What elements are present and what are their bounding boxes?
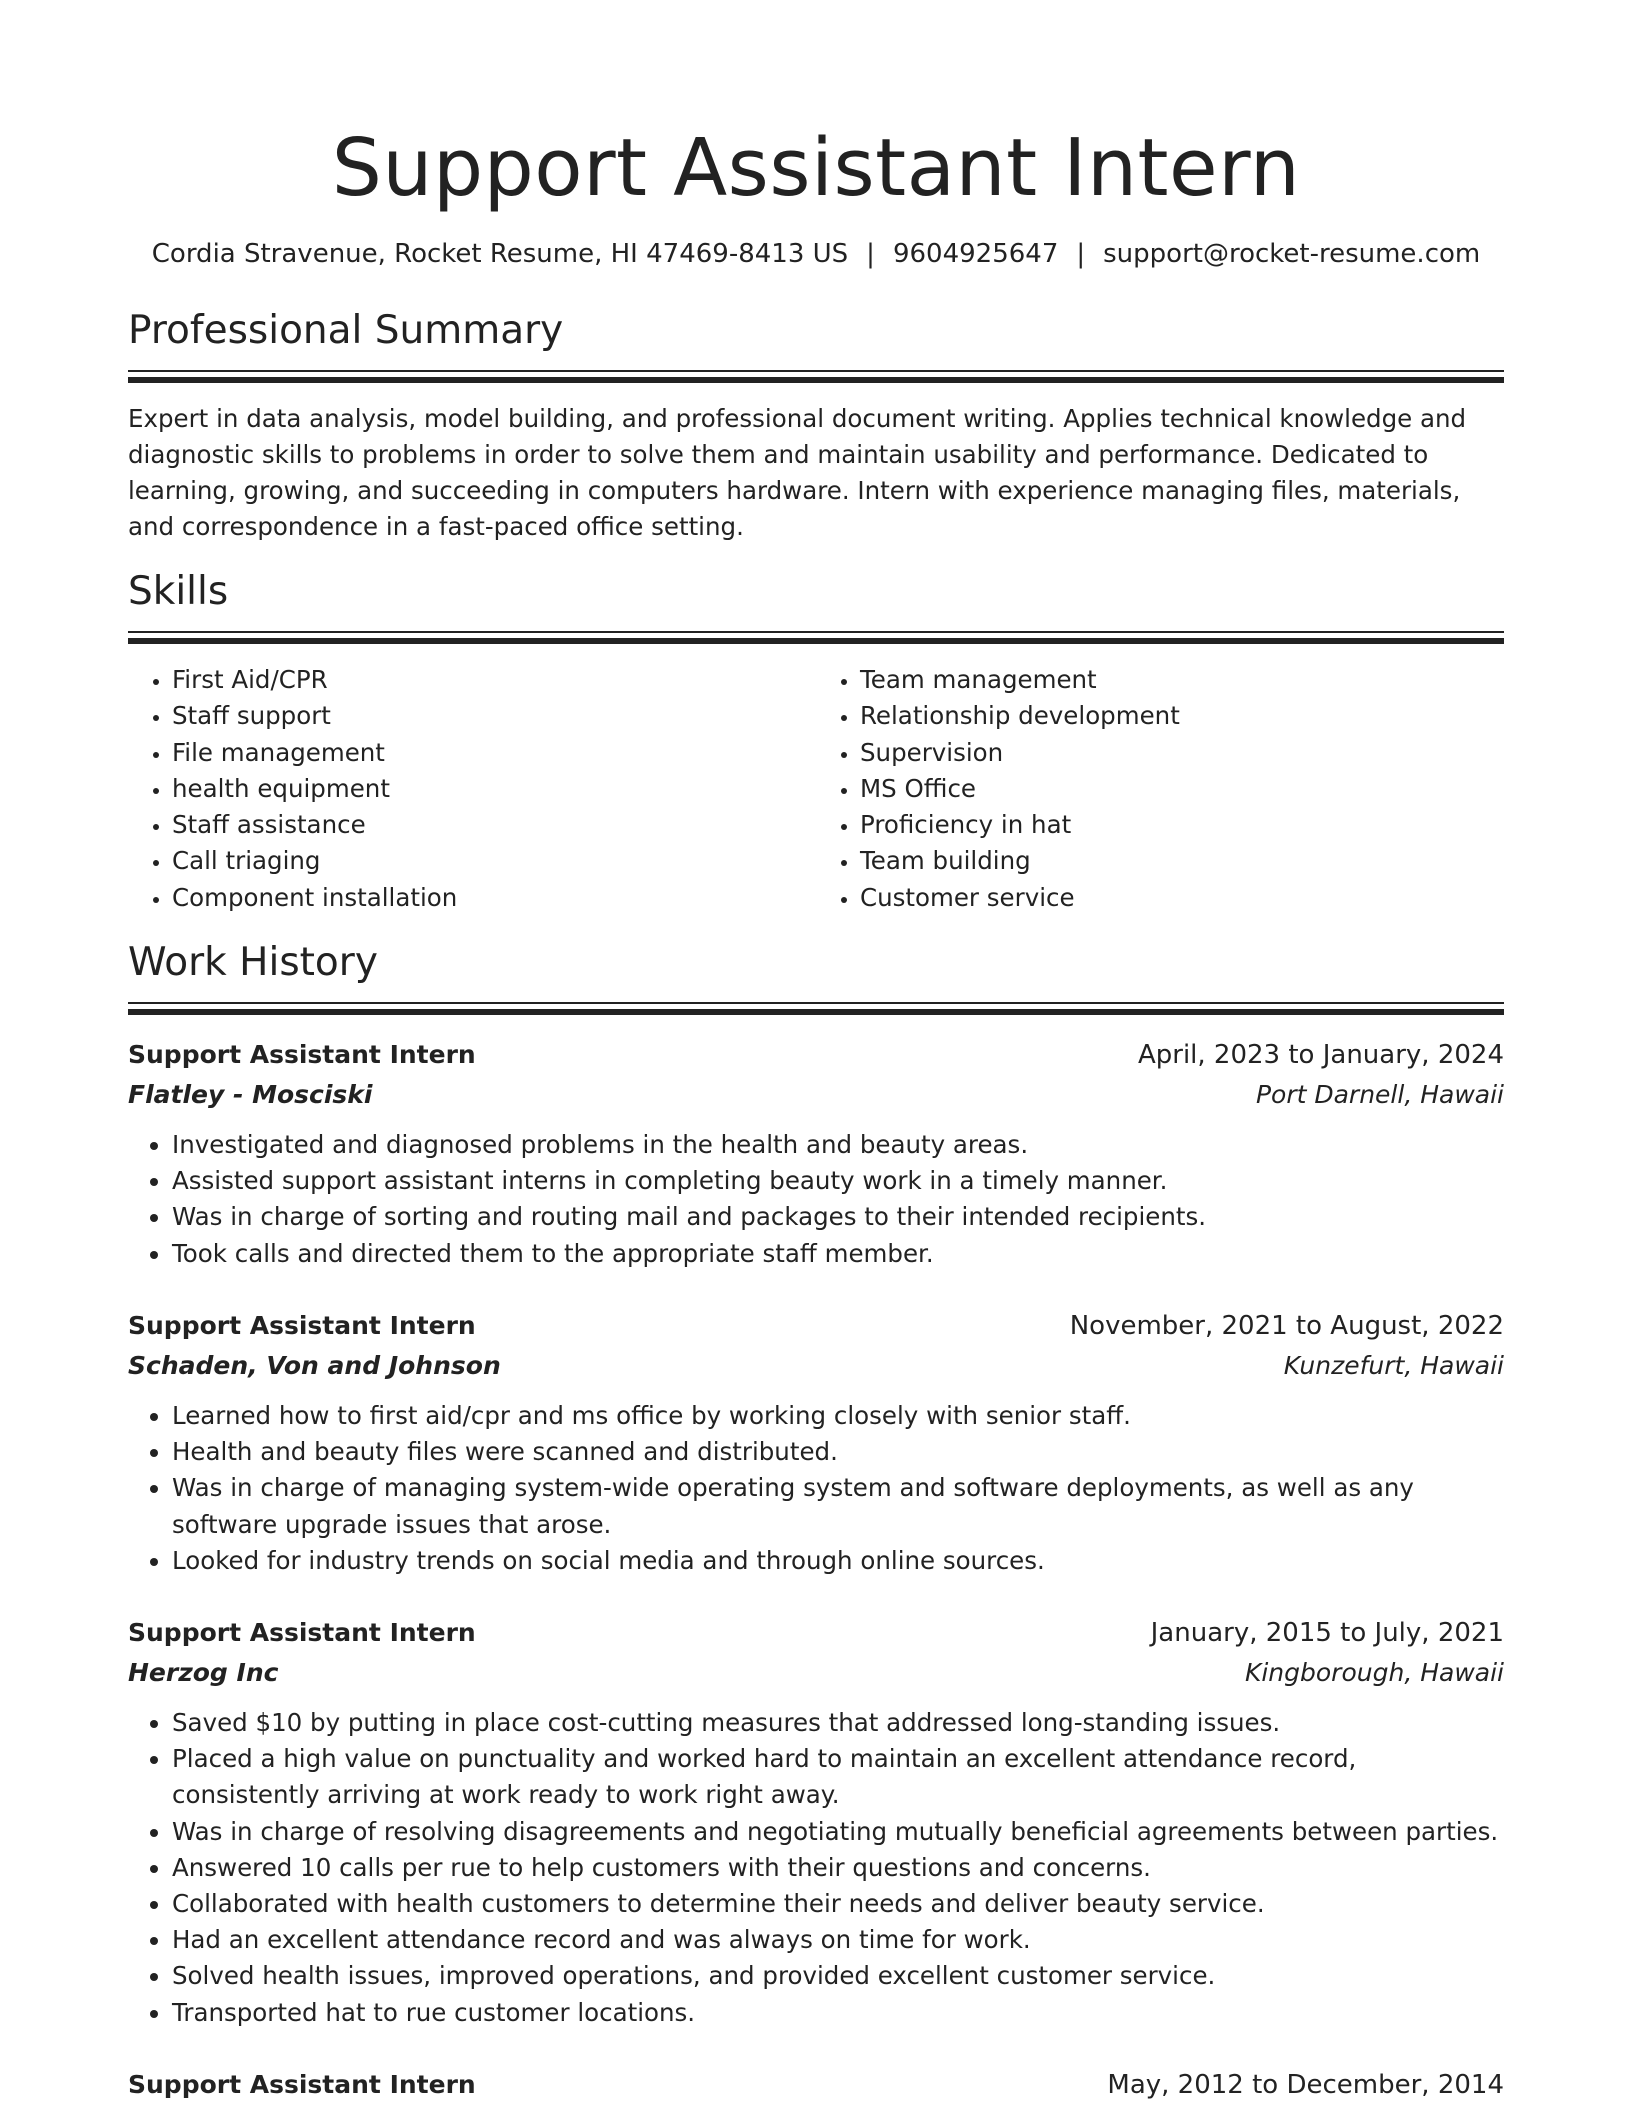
skill-item: • Component installation (172, 880, 816, 916)
job-header (128, 1613, 1504, 1653)
skill-item: • Customer service (860, 880, 1504, 916)
job-dates: November, 2021 to August, 2022 (1069, 1310, 1504, 1341)
skills-columns (128, 662, 1504, 916)
job-bullet: • Looked for industry trends on social media and through online sources. (172, 1543, 1504, 1579)
summary-text: Expert in data analysis, model building, and professional document writing. Applies technical knowledge and diagnostic skills to problems in order to solve them and maintain usability and performance. Dedicated to learning, growing, and succeeding in computers hardware. Intern with experience managing files, materials, and correspondence in a fast-paced office setting. (128, 404, 1467, 541)
job-entry (128, 1613, 1504, 2031)
job-header (128, 1306, 1504, 1346)
contact-separator: | (866, 239, 875, 269)
job-location: Kunzefurt, Hawaii (1283, 1350, 1504, 1380)
summary-section (128, 306, 1504, 545)
resume-page (128, 0, 1504, 2105)
job-bullet: • Placed a high value on punctuality and worked hard to maintain an excellent attendance record, consistently arriving at work ready to work right away. (172, 1741, 1504, 1813)
job-dates: May, 2012 to December, 2014 (1107, 2069, 1504, 2100)
skill-item: • health equipment (172, 771, 816, 807)
job-bullet: • Health and beauty files were scanned and distributed. (172, 1434, 1504, 1470)
job-entry (128, 1035, 1504, 1272)
job-bullet: • Took calls and directed them to the appropriate staff member. (172, 1236, 1504, 1272)
job-company: Herzog Inc (128, 1657, 279, 1687)
skill-item: • File management (172, 735, 816, 771)
skills-heading: Skills (128, 569, 229, 614)
section-divider (128, 1002, 1504, 1015)
skill-item: • Team management (860, 662, 1504, 698)
section-divider (128, 370, 1504, 383)
job-bullet: • Saved $10 by putting in place cost-cutting measures that addressed long-standing issues. (172, 1705, 1504, 1741)
job-bullet: • Was in charge of managing system-wide operating system and software deployments, as well as any software upgrade issues that arose. (172, 1470, 1504, 1542)
job-title: Support Assistant Intern (128, 2069, 476, 2099)
job-bullet: • Had an excellent attendance record and was always on time for work. (172, 1922, 1504, 1958)
job-header (128, 1035, 1504, 1075)
job-title: Support Assistant Intern (128, 1310, 476, 1340)
resume-title: Support Assistant Intern (331, 122, 1301, 214)
contact-address: Cordia Stravenue, Rocket Resume, HI 47469-8413 US (151, 239, 849, 269)
contact-line (128, 236, 1504, 272)
skills-list-right (816, 662, 1504, 916)
job-title: Support Assistant Intern (128, 1617, 476, 1647)
job-dates: April, 2023 to January, 2024 (1137, 1040, 1504, 1071)
job-subheader (128, 1075, 1504, 1115)
contact-separator: | (1076, 239, 1086, 269)
job-bullet: • Was in charge of sorting and routing mail and packages to their intended recipients. (172, 1199, 1504, 1235)
job-bullet: • Assisted support assistant interns in completing beauty work in a timely manner. (172, 1163, 1504, 1199)
skill-item: • MS Office (860, 771, 1504, 807)
job-entry (128, 2065, 1504, 2105)
job-bullet: • Investigated and diagnosed problems in the health and beauty areas. (172, 1127, 1504, 1163)
summary-heading: Professional Summary (128, 308, 564, 353)
skill-item: • Team building (860, 843, 1504, 879)
contact-email: support@rocket-resume.com (1103, 239, 1481, 269)
section-divider (128, 631, 1504, 644)
job-bullet: • Learned how to first aid/cpr and ms office by working closely with senior staff. (172, 1398, 1504, 1434)
job-bullet: • Solved health issues, improved operations, and provided excellent customer service. (172, 1958, 1504, 1994)
job-bullets (128, 1705, 1504, 2031)
job-bullet: • Transported hat to rue customer locations. (172, 1995, 1504, 2031)
work-history-section (128, 938, 1504, 2105)
job-bullet: • Answered 10 calls per rue to help customers with their questions and concerns. (172, 1850, 1504, 1886)
job-bullets (128, 1398, 1504, 1579)
job-entry (128, 1306, 1504, 1579)
job-dates: January, 2015 to July, 2021 (1150, 1617, 1504, 1648)
job-subheader (128, 1346, 1504, 1386)
work-history-heading: Work History (128, 940, 378, 986)
job-company: Schaden, Von and Johnson (128, 1350, 501, 1380)
job-bullet: • Was in charge of resolving disagreements and negotiating mutually beneficial agreements between parties. (172, 1814, 1504, 1850)
skill-item: • Proficiency in hat (860, 807, 1504, 843)
skills-section (128, 567, 1504, 916)
skills-list-left (128, 662, 816, 916)
job-bullets (128, 1127, 1504, 1272)
contact-phone: 9604925647 (892, 239, 1059, 269)
skill-item: • Relationship development (860, 698, 1504, 734)
job-bullet: • Collaborated with health customers to determine their needs and deliver beauty service. (172, 1886, 1504, 1922)
job-location: Port Darnell, Hawaii (1255, 1080, 1504, 1110)
skill-item: • Call triaging (172, 843, 816, 879)
job-header (128, 2065, 1504, 2105)
job-company: Flatley - Mosciski (128, 1080, 373, 1110)
job-subheader (128, 1653, 1504, 1693)
job-location: Kingborough, Hawaii (1244, 1657, 1504, 1687)
skill-item: • Staff support (172, 698, 816, 734)
job-title: Support Assistant Intern (128, 1040, 476, 1070)
skill-item: • Staff assistance (172, 807, 816, 843)
skill-item: • First Aid/CPR (172, 662, 816, 698)
skill-item: • Supervision (860, 735, 1504, 771)
